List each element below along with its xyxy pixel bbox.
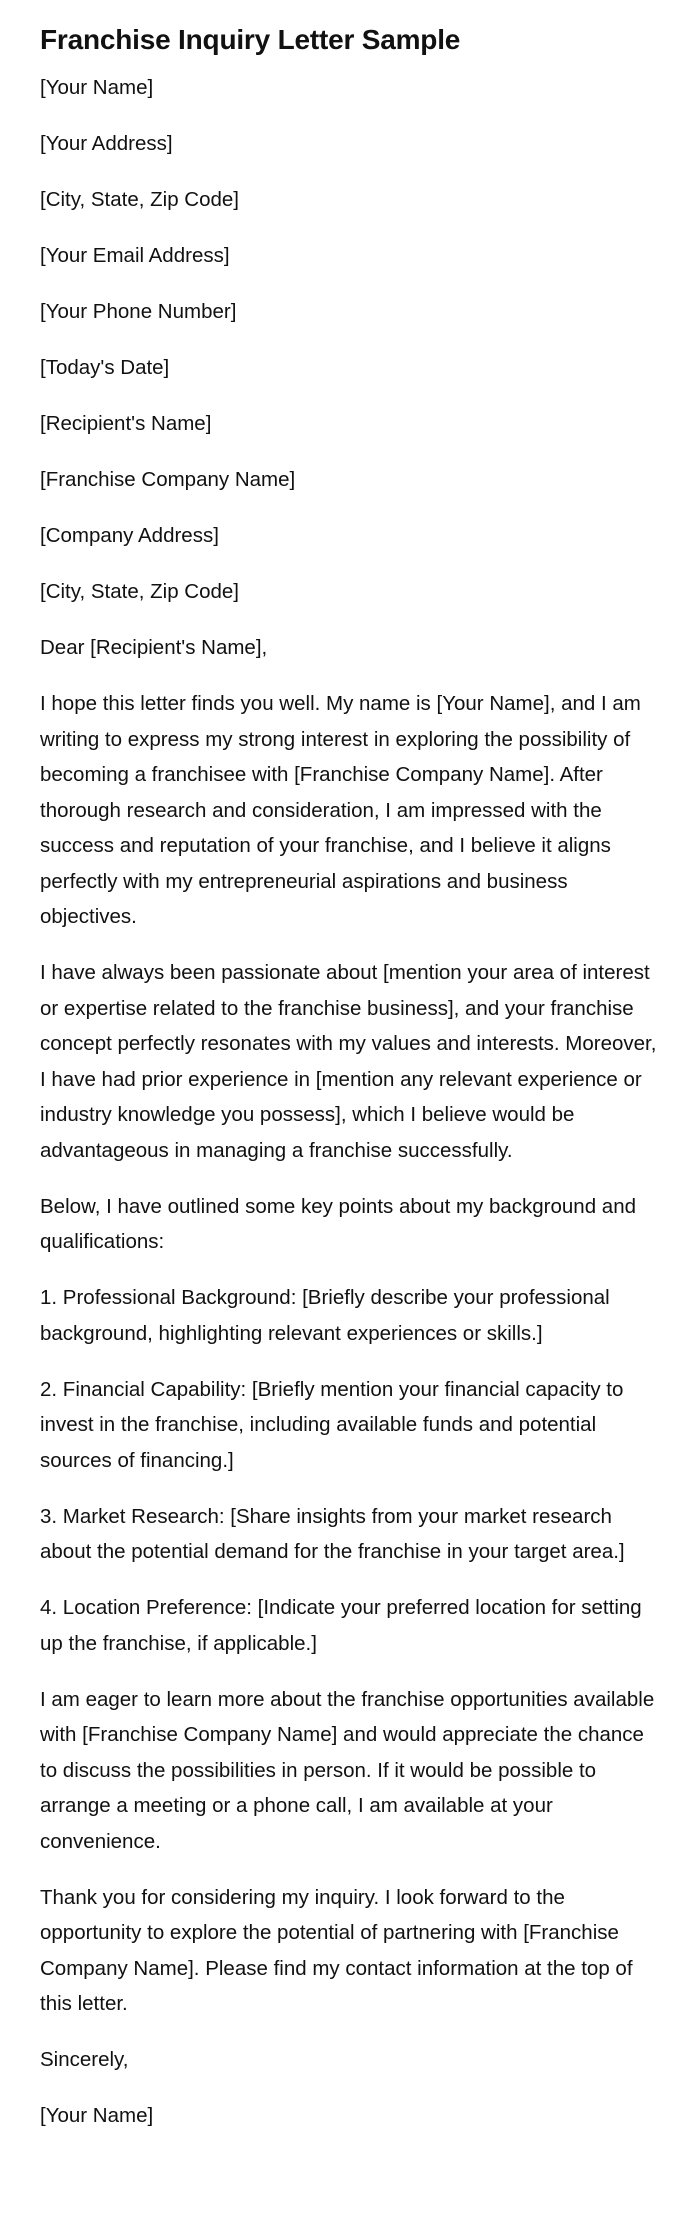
recipient-company: [Franchise Company Name] (40, 468, 296, 491)
sender-address: [Your Address] (40, 132, 173, 155)
recipient-name: [Recipient's Name] (40, 412, 212, 435)
body-paragraph-intro: I hope this letter finds you well. My name is [Your Name], and I am writing to express my strong interest in exploring the possibility of becoming a franchisee with [Franchise Company Name]. After thorough research and consideration, I am impressed with the success and reputation of your franchise, and I believe it aligns perfectly with my entrepreneurial aspirations and business objectives. (40, 692, 641, 928)
recipient-city-state-zip: [City, State, Zip Code] (40, 580, 240, 603)
page-title: Franchise Inquiry Letter Sample (40, 24, 461, 55)
sender-city-state-zip: [City, State, Zip Code] (40, 188, 240, 211)
letter-date: [Today's Date] (40, 356, 170, 379)
salutation: Dear [Recipient's Name], (40, 636, 268, 659)
sender-name: [Your Name] (40, 76, 154, 99)
sender-phone: [Your Phone Number] (40, 300, 237, 323)
body-paragraph-thanks: Thank you for considering my inquiry. I look forward to the opportunity to explore the potential of partnering with [Franchise Company Name]. Please find my contact information at the top of this letter. (40, 1885, 633, 2015)
list-item-financial-capability: 2. Financial Capability: [Briefly mention your financial capacity to invest in the franchise, including available funds and potential sources of financing.] (40, 1377, 624, 1472)
list-item-location-preference: 4. Location Preference: [Indicate your preferred location for setting up the franchise, if applicable.] (40, 1596, 642, 1655)
closing: Sincerely, (40, 2048, 129, 2071)
body-paragraph-eager: I am eager to learn more about the franchise opportunities available with [Franchise Company Name] and would appreciate the chance to discuss the possibilities in person. If it would be possible to arrange a meeting or a phone call, I am available at your convenience. (40, 1687, 655, 1853)
body-paragraph-outline: Below, I have outlined some key points about my background and qualifications: (40, 1194, 637, 1253)
list-item-professional-background: 1. Professional Background: [Briefly describe your professional background, highlighting relevant experiences or skills.] (40, 1286, 610, 1345)
body-paragraph-passion: I have always been passionate about [mention your area of interest or expertise related to the franchise business], and your franchise concept perfectly resonates with my values and interests. Moreover, I have had prior experience in [mention any relevant experience or industry knowledge you possess], which I believe would be advantageous in managing a franchise successfully. (40, 961, 657, 1162)
signature: [Your Name] (40, 2104, 154, 2127)
list-item-market-research: 3. Market Research: [Share insights from your market research about the potential demand for the franchise in your target area.] (40, 1504, 625, 1563)
recipient-address: [Company Address] (40, 524, 219, 547)
sender-email: [Your Email Address] (40, 244, 230, 267)
